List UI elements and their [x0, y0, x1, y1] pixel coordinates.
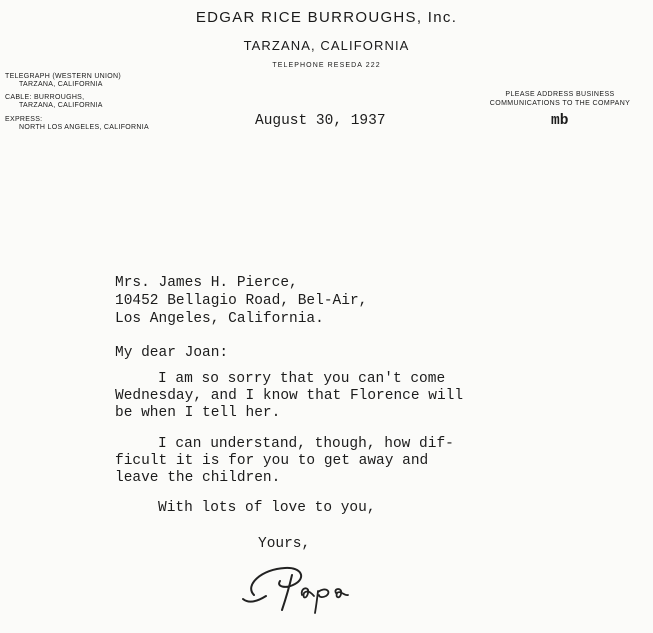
company-name: EDGAR RICE BURROUGHS, Inc. [195, 9, 458, 26]
company-telephone: TELEPHONE RESEDA 222 [272, 62, 381, 69]
recipient-line: 10452 Bellagio Road, Bel-Air, [115, 293, 368, 309]
typist-initials: mb [551, 113, 569, 129]
body-line: leave the children. [115, 470, 281, 486]
body-line: ficult it is for you to get away and [115, 453, 429, 469]
body-line: be when I tell her. [115, 405, 281, 421]
company-city: TARZANA, CALIFORNIA [243, 38, 410, 53]
body-line: I am so sorry that you can't come [158, 371, 446, 387]
salutation: My dear Joan: [115, 345, 229, 361]
recipient-line: Los Angeles, California. [115, 311, 324, 327]
recipient-line: Mrs. James H. Pierce, [115, 275, 298, 291]
telegraph-label: TELEGRAPH (WESTERN UNION) [5, 73, 122, 80]
cable-value: TARZANA, CALIFORNIA [19, 102, 103, 109]
body-line: Wednesday, and I know that Florence will [115, 388, 464, 404]
handwritten-signature [240, 555, 380, 615]
closing-line: With lots of love to you, [158, 500, 376, 516]
cable-label: CABLE: BURROUGHS, [5, 94, 85, 101]
letter-date: August 30, 1937 [255, 113, 386, 129]
address-note: PLEASE ADDRESS BUSINESS COMMUNICATIONS TO THE COMPANY [489, 91, 631, 107]
valediction: Yours, [258, 536, 311, 552]
express-value: NORTH LOS ANGELES, CALIFORNIA [19, 124, 149, 131]
express-label: EXPRESS: [5, 116, 43, 123]
telegraph-value: TARZANA, CALIFORNIA [19, 81, 103, 88]
body-line: I can understand, though, how dif- [158, 436, 454, 452]
